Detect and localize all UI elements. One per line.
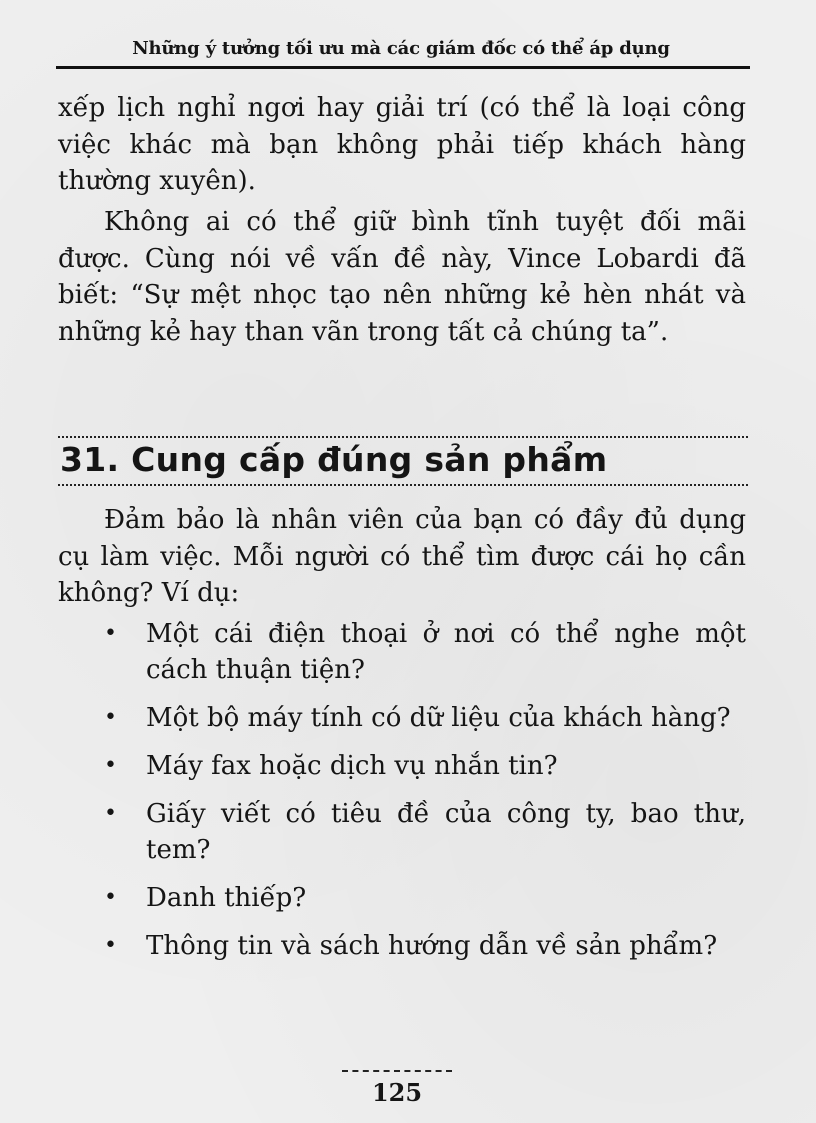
bullet-icon: • — [104, 705, 117, 730]
list-item-text: Thông tin và sách hướng dẫn về sản phẩm? — [146, 931, 718, 961]
equipment-list — [98, 616, 746, 976]
bullet-icon: • — [104, 801, 117, 826]
page-number: 125 — [371, 1078, 423, 1107]
bullet-icon: • — [104, 753, 117, 778]
continuation-paragraph: xếp lịch nghỉ ngơi hay giải trí (có thể là loại công việc khác mà bạn không phải tiếp khách hàng thường xuyên). — [58, 93, 746, 196]
section-rule-bottom — [58, 484, 748, 486]
list-item — [98, 796, 746, 868]
section-intro-paragraph: Đảm bảo là nhân viên của bạn có đầy đủ dụng cụ làm việc. Mỗi người có thể tìm được cái họ cần không? Ví dụ: — [58, 505, 746, 608]
list-item — [98, 880, 746, 916]
list-item-text: Một bộ máy tính có dữ liệu của khách hàng? — [146, 703, 731, 733]
quote-paragraph: Không ai có thể giữ bình tĩnh tuyệt đối mãi được. Cùng nói về vấn đề này, Vince Lobardi đã biết: “Sự mệt nhọc tạo nên những kẻ hèn nhát và những kẻ hay than vãn trong tất cả chúng ta”. — [58, 207, 746, 347]
list-item — [98, 748, 746, 784]
section-rule-top — [58, 436, 748, 438]
running-head: Những ý tưởng tối ưu mà các giám đốc có thể áp dụng — [132, 38, 670, 59]
section-heading: 31. Cung cấp đúng sản phẩm — [60, 440, 608, 479]
list-item-text: Máy fax hoặc dịch vụ nhắn tin? — [146, 751, 558, 781]
page-number-rule — [342, 1070, 452, 1072]
list-item-text: Giấy viết có tiêu đề của công ty, bao thư, tem? — [146, 799, 746, 865]
list-item — [98, 616, 746, 688]
list-item-text: Danh thiếp? — [146, 883, 307, 913]
bullet-icon: • — [104, 933, 117, 958]
bullet-icon: • — [104, 885, 117, 910]
list-item — [98, 928, 746, 964]
list-item — [98, 700, 746, 736]
header-rule — [56, 66, 750, 69]
list-item-text: Một cái điện thoại ở nơi có thể nghe một cách thuận tiện? — [146, 619, 746, 685]
bullet-icon: • — [104, 621, 117, 646]
